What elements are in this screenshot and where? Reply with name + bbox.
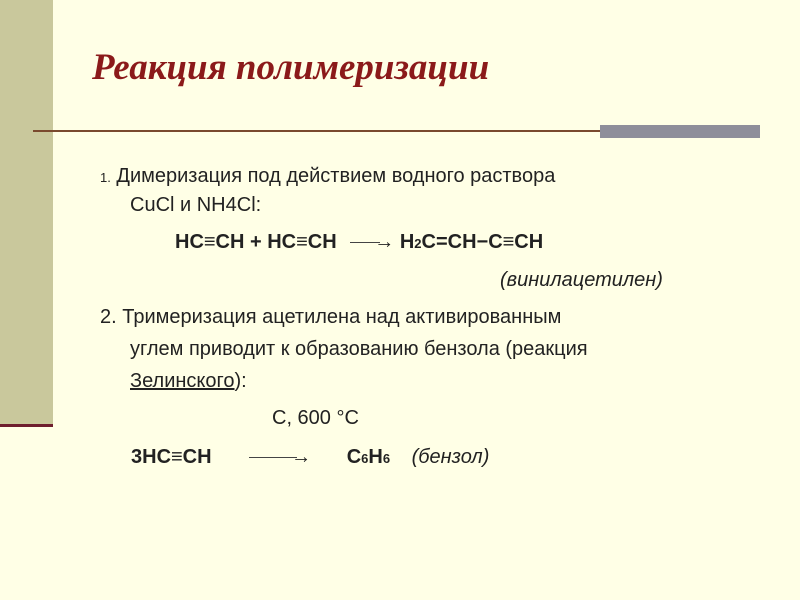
product-h: H <box>399 231 415 253</box>
product-rest: C=CH−C≡CH <box>421 231 544 253</box>
trimerization-arrow-icon: → <box>291 446 312 468</box>
item1-line2: CuCl и NH4Cl: <box>130 194 262 216</box>
benzene-label: (бензол) <box>411 446 490 468</box>
benzene-c-subscript: 6 <box>361 451 369 466</box>
item2-line3-tail: ): <box>234 370 247 392</box>
zelinsky-link[interactable]: Зелинского <box>130 370 235 392</box>
trimerization-equation <box>131 443 489 473</box>
item2-line1: 2. Тримеризация ацетилена над активированным <box>100 306 562 328</box>
slide-title: Реакция полимеризации <box>92 47 490 88</box>
item1-number: 1. <box>100 170 111 185</box>
title-divider-block <box>600 125 760 138</box>
left-band-accent-line <box>0 424 53 427</box>
title-divider <box>33 130 601 132</box>
item2-line3 <box>130 367 247 395</box>
item1-text: Димеризация под действием водного раствора <box>116 165 556 187</box>
left-decorative-band <box>0 0 53 427</box>
dimerization-equation <box>175 228 543 258</box>
item2-line2: углем приводит к образованию бензола (реакция <box>130 338 588 360</box>
benzene-h-subscript: 6 <box>382 451 391 466</box>
dimerization-arrow-icon: → <box>374 231 395 253</box>
benzene-c: C <box>346 446 362 468</box>
product-h-subscript: 2 <box>414 236 422 251</box>
reaction-condition: С, 600 °С <box>272 407 359 429</box>
vinylacetylene-label: (винилацетилен) <box>500 269 663 291</box>
item1-line1 <box>100 162 555 192</box>
trimerization-reactant: 3HC≡CH <box>131 446 212 468</box>
benzene-formula <box>347 446 390 468</box>
trimerization-arrow-line <box>249 457 297 458</box>
dimerization-reactants: HC≡CH + HC≡CH <box>175 231 337 253</box>
dimerization-product <box>400 231 543 253</box>
benzene-h: H <box>368 446 383 468</box>
